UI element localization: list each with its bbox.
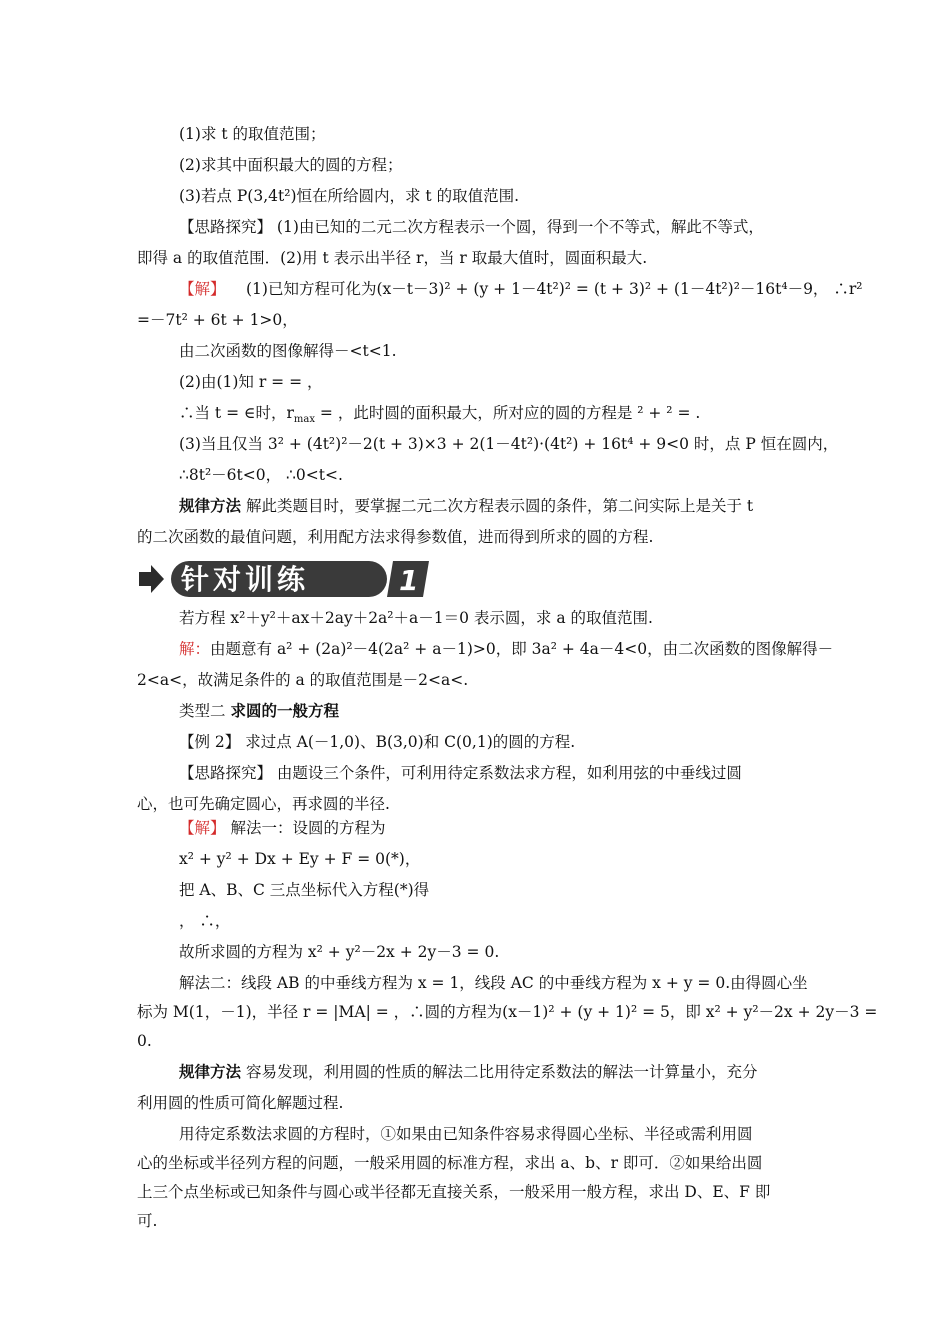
- solution-line-4: (2)由(1)知 r = = ，: [179, 373, 323, 391]
- solution-line-5-a: ∴当 t = ∈时，r: [179, 404, 294, 422]
- method-summary-line-1: [179, 1062, 757, 1082]
- example-2-system: ， ∴，: [179, 912, 231, 930]
- answer-tag: 解：: [179, 640, 211, 658]
- method-two-line-3: 0.: [137, 1032, 152, 1050]
- section-type: 类型二: [179, 702, 231, 720]
- solution-line-7: ∴8t²－6t<0， ∴0<t<.: [179, 466, 343, 484]
- example-2-analysis-2: 心，也可先确定圆心，再求圆的半径.: [137, 795, 390, 813]
- method-heading: 规律方法: [179, 496, 242, 515]
- example-2-substitute: 把 A、B、C 三点坐标代入方程(*)得: [179, 881, 430, 899]
- solution-line-6: (3)当且仅当 3² + (4t²)²－2(t + 3)×3 + 2(1－4t²)·(4t²) + 16t⁴ + 9<0 时，点 P 恒在圆内，: [179, 435, 839, 453]
- example-2-analysis-1: 【思路探究】 由题设三个条件，可利用待定系数法求方程，如利用弦的中垂线过圆: [179, 764, 742, 782]
- method-two-line-1: 解法二：线段 AB 的中垂线方程为 x = 1，线段 AC 的中垂线方程为 x + y = 0.由得圆心坐: [179, 974, 808, 992]
- banner-title: 针对训练: [181, 563, 310, 596]
- method-summary-line-2: 利用圆的性质可简化解题过程.: [137, 1094, 344, 1112]
- question-part-1: (1)求 t 的取值范围；: [179, 125, 326, 143]
- solution-line-1: (1)已知方程可化为(x－t－3)² + (y + 1－4t²)² = (t + 3)² + (1－4t²)²－16t⁴－9， ∴r²: [246, 280, 863, 298]
- method-heading-2: 规律方法: [179, 1062, 242, 1081]
- method-text: 解此类题目时，要掌握二元二次方程表示圆的条件，第二问实际上是关于 t: [241, 497, 754, 515]
- practice-answer-line-1: [179, 639, 833, 659]
- solution-tag: 【解】: [179, 280, 226, 298]
- section-heading: [179, 701, 339, 721]
- solution-line-5-b: = ，此时圆的面积最大，所对应的圆的方程是 ² + ² = .: [314, 404, 701, 422]
- example-2-equation: x² + y² + Dx + Ey + F = 0(*)，: [179, 850, 421, 868]
- solution-line-2: =－7t² + 6t + 1>0，: [137, 311, 298, 329]
- practice-question: 若方程 x²＋y²＋ax＋2ay＋2a²＋a－1＝0 表示圆，求 a 的取值范围.: [179, 609, 653, 627]
- subscript-max: max: [293, 414, 315, 426]
- solution-line-5: [179, 403, 700, 430]
- answer-text: 由题意有 a² + (2a)²－4(2a² + a－1)>0，即 3a² + 4a－4<0，由二次函数的图像解得－: [210, 640, 834, 658]
- question-part-3: (3)若点 P(3,4t²)恒在所给圆内，求 t 的取值范围.: [179, 187, 520, 205]
- method-two-line-2: 标为 M(1，－1)，半径 r = |MA| = ，∴圆的方程为(x－1)² + (y + 1)² = 5，即 x² + y²－2x + 2y－3 =: [137, 1003, 878, 1021]
- solution-line-3: 由二次函数的图像解得－<t<1.: [179, 342, 397, 360]
- note-line-2: 心的坐标或半径列方程的问题，一般采用圆的标准方程，求出 a、b、r 即可．②如果给出圆: [137, 1154, 763, 1172]
- example-2-solution-line-1: [179, 818, 385, 838]
- practice-banner: [137, 558, 437, 600]
- note-line-3: 上三个点坐标或已知条件与圆心或半径都无直接关系，一般采用一般方程，求出 D、E、F 即: [137, 1183, 771, 1201]
- section-title: 求圆的一般方程: [230, 701, 339, 720]
- practice-banner-graphic: [137, 558, 437, 600]
- solution-tag-2: 【解】: [179, 819, 226, 837]
- note-line-1: 用待定系数法求圆的方程时，①如果由已知条件容易求得圆心坐标、半径或需利用圆: [179, 1125, 753, 1143]
- example-2-result: 故所求圆的方程为 x² + y²－2x + 2y－3 = 0.: [179, 943, 500, 961]
- method-line-2: 的二次函数的最值问题，利用配方法求得参数值，进而得到所求的圆的方程.: [137, 528, 654, 546]
- banner-number: 1: [399, 564, 419, 597]
- note-line-4: 可.: [137, 1212, 158, 1230]
- question-part-2: (2)求其中面积最大的圆的方程；: [179, 156, 403, 174]
- analysis-line-2: 即得 a 的取值范围．(2)用 t 表示出半径 r，当 r 取最大值时，圆面积最大.: [137, 249, 648, 267]
- practice-answer-line-2: 2<a<，故满足条件的 a 的取值范围是－2<a<.: [137, 671, 469, 689]
- analysis-line-1: 【思路探究】 (1)由已知的二元二次方程表示一个圆，得到一个不等式，解此不等式，: [179, 218, 764, 236]
- example-2-question: 【例 2】 求过点 A(－1,0)、B(3,0)和 C(0,1)的圆的方程.: [179, 733, 576, 751]
- method-line-1: [179, 496, 753, 516]
- method-one-intro: 解法一：设圆的方程为: [225, 819, 386, 837]
- arrow-icon: [139, 565, 164, 593]
- method-summary-text: 容易发现，利用圆的性质的解法二比用待定系数法的解法一计算量小，充分: [241, 1063, 758, 1081]
